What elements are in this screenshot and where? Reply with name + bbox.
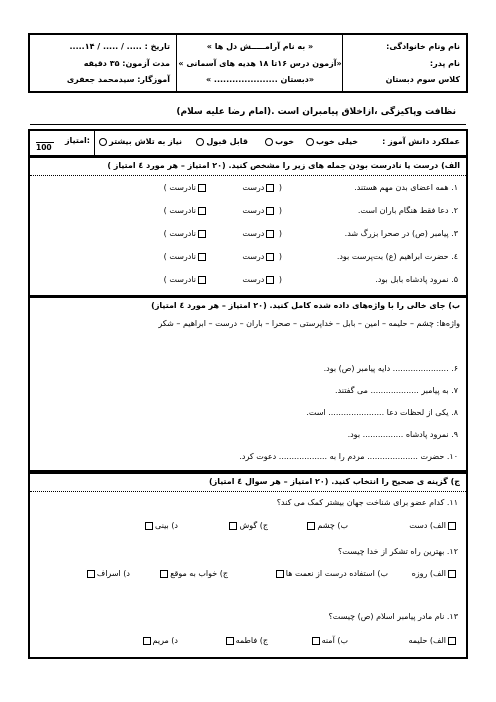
class-label: کلاس سوم دبستان xyxy=(385,75,460,84)
checkbox-icon[interactable] xyxy=(448,522,456,530)
score-cell xyxy=(30,131,95,155)
mcq-option[interactable] xyxy=(224,636,268,645)
false-option[interactable]: نادرست ) xyxy=(164,206,208,215)
tf-row xyxy=(30,249,466,269)
mcq-option[interactable] xyxy=(141,636,178,645)
tf-question: ۵. نمرود پادشاه بابل بود. xyxy=(375,275,458,284)
grade-option-1[interactable] xyxy=(304,137,358,146)
false-option[interactable]: نادرست ) xyxy=(164,229,208,238)
school-name: «دبستان ..................... » xyxy=(205,75,315,84)
mcq-option-label: الف) حلیمه xyxy=(408,636,446,645)
radio-icon[interactable] xyxy=(196,138,204,146)
radio-icon[interactable] xyxy=(99,138,107,146)
checkbox-icon[interactable] xyxy=(198,253,206,261)
grade-option-2[interactable] xyxy=(263,137,294,146)
false-option[interactable]: نادرست ) xyxy=(164,275,208,284)
false-label: نادرست xyxy=(169,206,196,215)
checkbox-icon[interactable] xyxy=(145,522,153,530)
false-label: نادرست xyxy=(169,252,196,261)
duration-field: مدت آزمون: ۳۵ دقیقه xyxy=(83,59,170,68)
header-right-cell xyxy=(342,35,466,91)
false-label: نادرست xyxy=(169,275,196,284)
radio-icon[interactable] xyxy=(265,138,273,146)
checkbox-icon[interactable] xyxy=(266,253,274,261)
fill-blank-item: ۱۰. حضرت .................... مردم را به ................... دعوت کرد. xyxy=(239,452,458,461)
checkbox-icon[interactable] xyxy=(266,207,274,215)
false-option[interactable]: نادرست ) xyxy=(164,183,208,192)
section-c-box xyxy=(28,472,468,659)
mcq-option-label: د) اسراف xyxy=(96,569,130,578)
tf-question: ۱. همه اعضای بدن مهم هستند. xyxy=(354,183,458,192)
father-name-field: نام پدر: xyxy=(429,59,460,68)
true-option[interactable]: ( درست xyxy=(242,206,282,215)
mcq-option-label: ب) چشم xyxy=(317,521,348,530)
section-a-title: الف) درست یا نادرست بودن جمله های زیر را مشخص کنید. (۲۰ امتیاز – هر مورد ٤ امتیاز ) xyxy=(107,161,460,170)
tf-question: ۳. پیامبر (ص) در صحرا بزرگ شد. xyxy=(344,229,458,238)
mcq-option[interactable] xyxy=(143,521,178,530)
grade-option-2-label: خوب xyxy=(275,137,294,146)
word-bank: واژه‌ها: چشم – حلیمه – امین – بابل – خداپرستی – صحرا – باران – درست – ابراهیم – شکر xyxy=(158,319,460,328)
checkbox-icon[interactable] xyxy=(198,276,206,284)
mcq-option[interactable] xyxy=(305,521,348,530)
checkbox-icon[interactable] xyxy=(276,570,284,578)
grading-label: عملکرد دانش آموز : xyxy=(382,137,460,146)
checkbox-icon[interactable] xyxy=(307,522,315,530)
checkbox-icon[interactable] xyxy=(143,637,151,645)
mcq-option-label: ج) گوش xyxy=(239,521,268,530)
motto: نظافت وپاکیزگی ،ازاخلاق پیامبران است .(امام رضا علیه سلام) xyxy=(176,107,456,117)
mcq-option-label: الف) دست xyxy=(409,521,446,530)
tf-question: ۲. دعا فقط هنگام باران است. xyxy=(357,206,458,215)
checkbox-icon[interactable] xyxy=(87,570,95,578)
checkbox-icon[interactable] xyxy=(198,207,206,215)
true-label: درست xyxy=(242,252,265,261)
section-a-box xyxy=(28,156,468,297)
tf-row xyxy=(30,180,466,200)
tf-row xyxy=(30,272,466,292)
mcq-option-label: د) مریم xyxy=(152,636,178,645)
grade-option-3-label: قابل قبول xyxy=(206,137,248,146)
checkbox-icon[interactable] xyxy=(266,276,274,284)
checkbox-icon[interactable] xyxy=(312,637,320,645)
tf-row xyxy=(30,226,466,246)
true-option[interactable]: ( درست xyxy=(242,183,282,192)
header-center-cell xyxy=(176,35,343,91)
fill-blank-item: ۹. نمرود پادشاه ................ بود. xyxy=(347,430,458,439)
mcq-option-label: الف) روزه xyxy=(411,569,446,578)
score-max: 100 xyxy=(36,143,52,152)
fill-blank-item: ۸. یکی از لحظات دعا ...................... است. xyxy=(306,408,458,417)
mcq-question: ۱۳. نام مادر پیامبر اسلام (ص) چیست؟ xyxy=(328,612,458,621)
fill-blank-item: ۷. به پیامبر ................... می گفتند. xyxy=(335,386,458,395)
mcq-option[interactable] xyxy=(310,636,348,645)
section-b-box xyxy=(28,296,468,472)
grade-option-1-label: خیلی خوب xyxy=(316,137,358,146)
checkbox-icon[interactable] xyxy=(448,637,456,645)
false-label: نادرست xyxy=(169,229,196,238)
true-label: درست xyxy=(242,229,265,238)
mcq-option-label: ب) استفاده درست از نعمت ها xyxy=(285,569,388,578)
checkbox-icon[interactable] xyxy=(198,184,206,192)
mcq-option-label: ج) فاطمه xyxy=(235,636,268,645)
header-basmala: « به نام آرامـــــش دل ها » xyxy=(206,42,314,51)
mcq-option[interactable] xyxy=(412,569,458,578)
true-label: درست xyxy=(242,206,265,215)
checkbox-icon[interactable] xyxy=(448,570,456,578)
mcq-option[interactable] xyxy=(408,636,458,645)
section-c-title: ج) گزینه ی صحیح را انتخاب کنید. (۲۰ امتیاز – هر سوال ٤ امتیاز) xyxy=(209,477,460,486)
grading-box xyxy=(28,129,468,157)
true-option[interactable]: ( درست xyxy=(242,252,282,261)
header-box xyxy=(28,33,468,93)
score-label: امتیاز: xyxy=(64,136,90,145)
true-label: درست xyxy=(242,275,265,284)
true-option[interactable]: ( درست xyxy=(242,229,282,238)
mcq-question: ۱۱. کدام عضو برای شناخت جهان بیشتر کمک می کند؟ xyxy=(276,498,458,507)
grade-option-4-label: نیاز به تلاش بیشتر xyxy=(109,137,182,146)
true-label: درست xyxy=(242,183,265,192)
motto-divider xyxy=(30,124,466,125)
fill-blank-item: ۶. ...................... دایه پیامبر (ص) بود. xyxy=(323,364,458,373)
checkbox-icon[interactable] xyxy=(160,570,168,578)
tf-row xyxy=(30,203,466,223)
checkbox-icon[interactable] xyxy=(266,230,274,238)
mcq-option-label: ب) آمنه xyxy=(321,636,348,645)
false-option[interactable]: نادرست ) xyxy=(164,252,208,261)
header-left-cell xyxy=(30,35,176,91)
section-a-title-divider xyxy=(30,175,466,176)
mcq-option[interactable] xyxy=(227,521,268,530)
checkbox-icon[interactable] xyxy=(229,522,237,530)
mcq-option[interactable] xyxy=(274,569,388,578)
mcq-option[interactable] xyxy=(158,569,228,578)
student-name-field: نام ونام خانوادگی: xyxy=(386,42,460,51)
checkbox-icon[interactable] xyxy=(198,230,206,238)
mcq-option-label: ج) خواب به موقع xyxy=(170,569,228,578)
mcq-option-label: د) بینی xyxy=(155,521,178,530)
tf-question: ٤. حضرت ابراهیم (ع) بت‌پرست بود. xyxy=(336,252,458,261)
exam-title: «آزمون درس ۱۶تا ۱۸ هدیه های آسمانی » xyxy=(178,59,342,68)
mcq-option[interactable] xyxy=(85,569,130,578)
checkbox-icon[interactable] xyxy=(226,637,234,645)
true-option[interactable]: ( درست xyxy=(242,275,282,284)
teacher-field: آموزگار: سیدمحمد جعفری xyxy=(66,75,170,84)
grade-option-4[interactable] xyxy=(97,137,182,146)
false-label: نادرست xyxy=(169,183,196,192)
section-c-title-divider xyxy=(30,491,466,492)
date-field: تاریخ : ..... / ..... / ۱۴..... xyxy=(69,42,170,51)
checkbox-icon[interactable] xyxy=(266,184,274,192)
mcq-option[interactable] xyxy=(409,521,458,530)
radio-icon[interactable] xyxy=(306,138,314,146)
section-b-title: ب) جای خالی را با واژه‌های داده شده کامل کنید. (۲۰ امتیاز – هر مورد ٤ امتیاز) xyxy=(151,301,460,310)
grade-option-3[interactable] xyxy=(194,137,248,146)
mcq-question: ۱۲. بهترین راه تشکر از خدا چیست؟ xyxy=(338,547,458,556)
